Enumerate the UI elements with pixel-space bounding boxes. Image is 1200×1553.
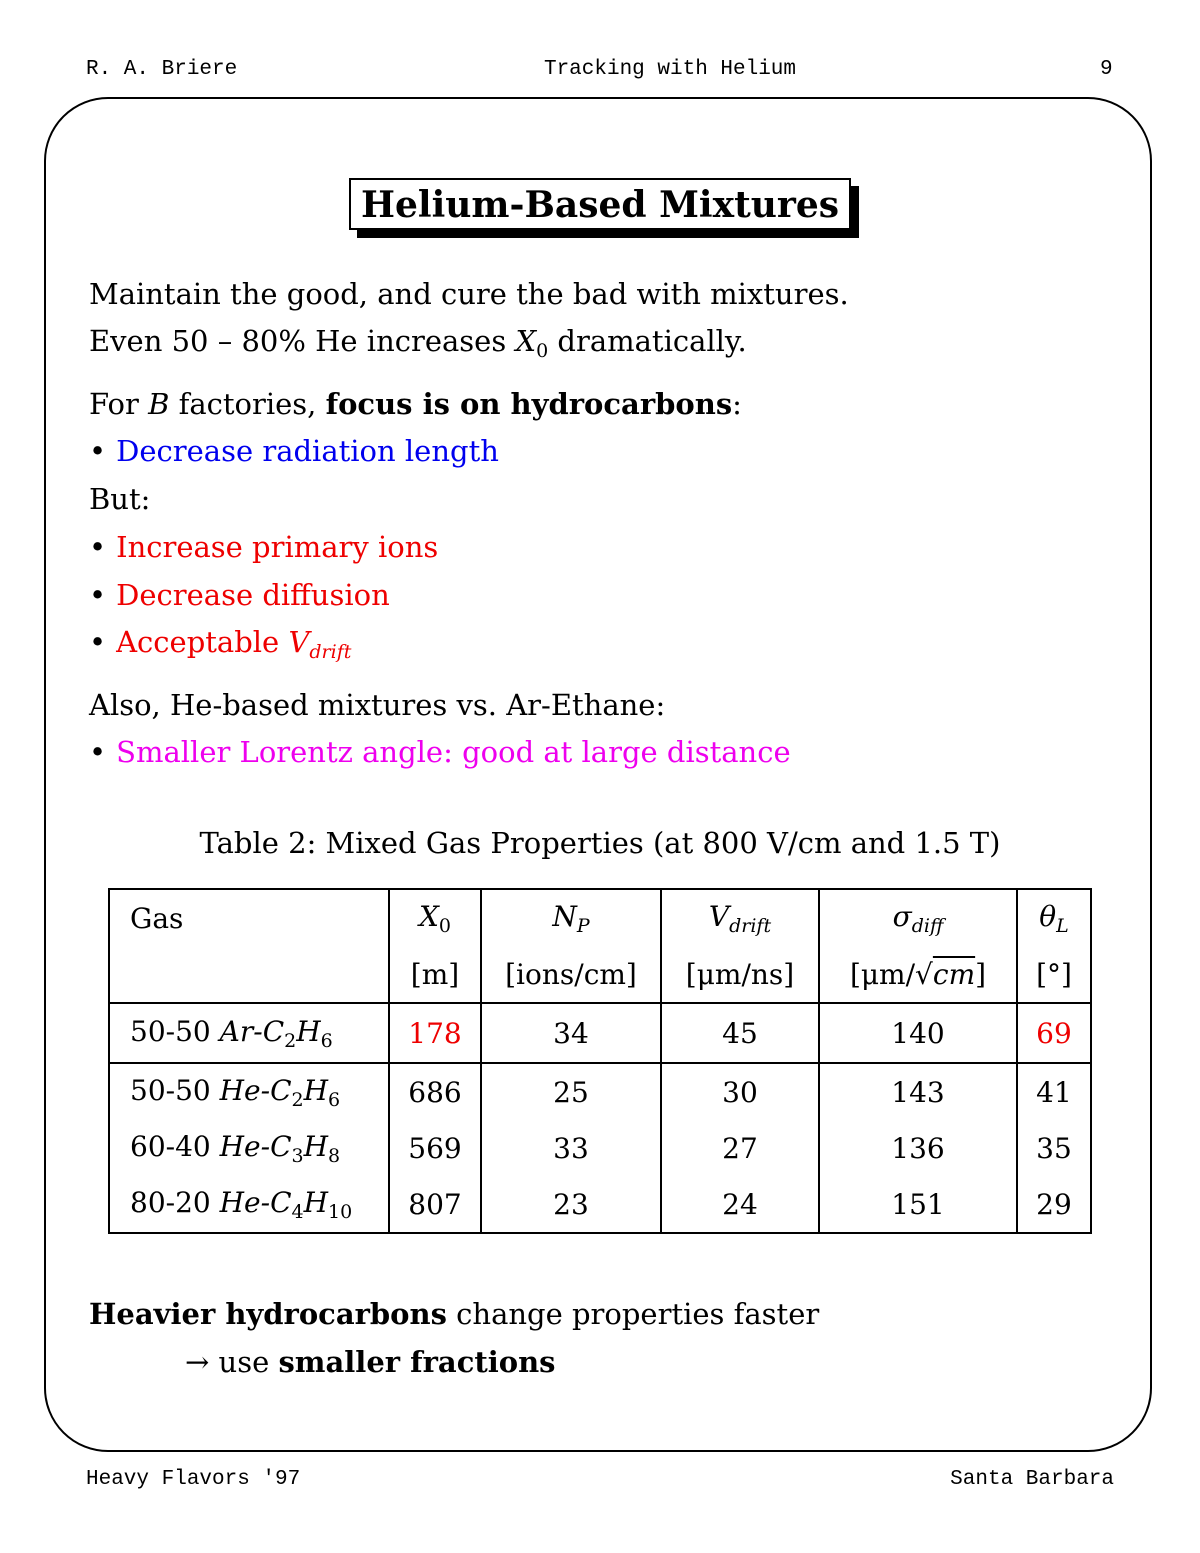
footer-location: Santa Barbara — [950, 1468, 1114, 1491]
sigma-diff-cell: 136 — [819, 1120, 1017, 1176]
x0-cell: 686 — [389, 1063, 481, 1120]
header-page-number: 9 — [1100, 58, 1113, 81]
theta-l-cell: 35 — [1017, 1120, 1091, 1176]
gas-cell: 50-50 $He-C_2H_6$ — [109, 1063, 389, 1120]
unit-x0: [m] — [389, 946, 481, 1003]
sigma-diff-cell: 143 — [819, 1063, 1017, 1120]
np-cell: 33 — [481, 1120, 661, 1176]
gas-cell: 60-40 $He-C_3H_8$ — [109, 1120, 389, 1176]
table-units-row — [109, 946, 1091, 1003]
gas-cell: 80-20 $He-C_4H_{10}$ — [109, 1176, 389, 1233]
np-cell: 25 — [481, 1063, 661, 1120]
slide-title: Helium-Based Mixtures — [349, 178, 851, 230]
unit-sigma-diff: [μm/√cm] — [819, 946, 1017, 1003]
unit-np: [ions/cm] — [481, 946, 661, 1003]
sigma-diff-cell: 151 — [819, 1176, 1017, 1233]
vdrift-cell: 27 — [661, 1120, 819, 1176]
table-caption: Table 2: Mixed Gas Properties (at 800 V/cm and 1.5 T) — [199, 826, 1001, 860]
arrow-icon: → — [185, 1345, 210, 1379]
gas-cell: 50-50 $Ar-C_2H_6$ — [109, 1003, 389, 1063]
theta-l-cell: 41 — [1017, 1063, 1091, 1120]
np-cell: 34 — [481, 1003, 661, 1063]
header-gas: Gas — [109, 889, 389, 946]
header-sigma-diff: $\sigma_{diff}$ — [819, 889, 1017, 946]
unit-gas — [109, 946, 389, 1003]
bullet-decrease-diffusion: • Decrease diffusion — [89, 578, 390, 612]
vdrift-cell: 24 — [661, 1176, 819, 1233]
table-row — [109, 1176, 1091, 1233]
header-vdrift: $V_{drift}$ — [661, 889, 819, 946]
table-row — [109, 1120, 1091, 1176]
theta-l-cell: 29 — [1017, 1176, 1091, 1233]
conclusion-line-2: → use smaller fractions — [185, 1345, 556, 1379]
vdrift-cell: 45 — [661, 1003, 819, 1063]
vdrift-cell: 30 — [661, 1063, 819, 1120]
table-row — [109, 1003, 1091, 1063]
but-label: But: — [89, 482, 151, 516]
intro-line-2: Even 50 – 80% He increases $X_0$ dramatically. — [89, 324, 747, 362]
header-x0: $X_0$ — [389, 889, 481, 946]
bullet-acceptable-vdrift: • Acceptable $V_{drift}$ — [89, 625, 352, 663]
header-np: $N_P$ — [481, 889, 661, 946]
also-line: Also, He-based mixtures vs. Ar-Ethane: — [89, 688, 666, 722]
intro-line-1: Maintain the good, and cure the bad with mixtures. — [89, 277, 849, 311]
header-title: Tracking with Helium — [543, 58, 797, 81]
x0-cell: 807 — [389, 1176, 481, 1233]
slide-title-wrap — [0, 178, 1200, 230]
gas-properties-table — [108, 888, 1092, 1234]
np-cell: 23 — [481, 1176, 661, 1233]
bullet-decrease-radiation-length: • Decrease radiation length — [89, 434, 499, 468]
bullet-increase-primary-ions: • Increase primary ions — [89, 530, 439, 564]
table-row — [109, 1063, 1091, 1120]
focus-line: For B factories, focus is on hydrocarbons: — [89, 387, 742, 421]
sigma-diff-cell: 140 — [819, 1003, 1017, 1063]
unit-theta-l: [°] — [1017, 946, 1091, 1003]
theta-l-cell: 69 — [1017, 1003, 1091, 1063]
footer-conference: Heavy Flavors '97 — [86, 1468, 301, 1491]
bullet-smaller-lorentz-angle: • Smaller Lorentz angle: good at large distance — [89, 735, 791, 769]
header-theta-l: $\theta_L$ — [1017, 889, 1091, 946]
table-header-row — [109, 889, 1091, 946]
x0-cell: 569 — [389, 1120, 481, 1176]
unit-vdrift: [μm/ns] — [661, 946, 819, 1003]
header-author: R. A. Briere — [86, 58, 238, 81]
x0-cell: 178 — [389, 1003, 481, 1063]
conclusion-line-1: Heavier hydrocarbons change properties faster — [89, 1297, 820, 1331]
